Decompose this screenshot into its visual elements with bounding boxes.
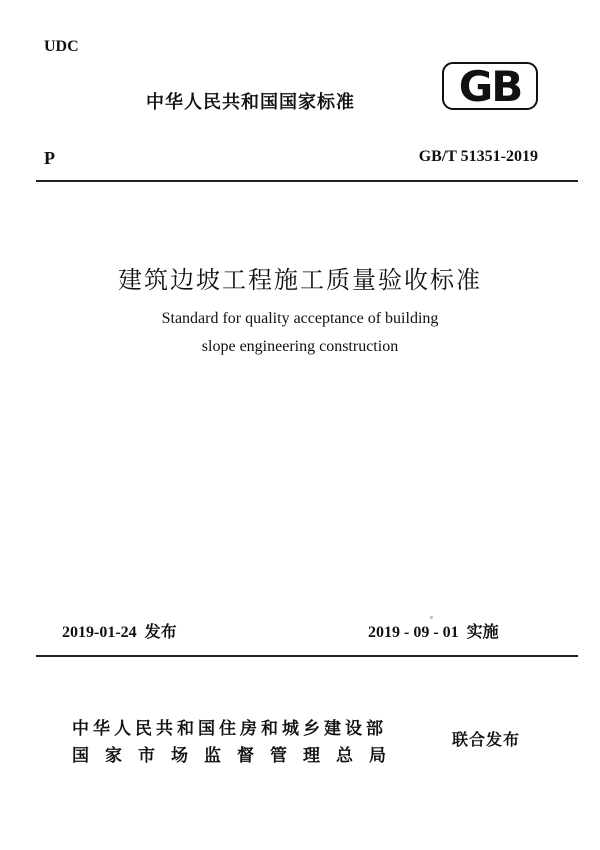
release-date-row: [62, 619, 177, 642]
implement-date: 2019 - 09 - 01: [368, 624, 459, 641]
gb-logo-graphic: [442, 62, 538, 110]
udc-label: UDC: [44, 38, 79, 55]
document-title-chinese: 建筑边坡工程施工质量验收标准: [118, 266, 482, 294]
release-date: 2019-01-24: [62, 624, 137, 641]
publisher-line2: 国家市场监督管理总局: [72, 746, 402, 766]
standard-number: GB/T 51351-2019: [418, 148, 538, 165]
implement-label: 实施: [466, 622, 499, 641]
top-divider: [36, 180, 578, 182]
classification-code: P: [44, 148, 55, 168]
document-title-english-line2: slope engineering construction: [201, 338, 399, 355]
publisher-line1: 中华人民共和国住房和城乡建设部: [72, 719, 387, 739]
gb-logo: [442, 62, 538, 110]
document-title-english-line1: Standard for quality acceptance of building: [161, 310, 439, 327]
gb-logo-text: GB: [458, 62, 522, 110]
issuer-title: 中华人民共和国国家标准: [146, 92, 355, 113]
implement-date-row: [368, 619, 499, 642]
bottom-divider: [36, 655, 578, 657]
joint-publish-label: 联合发布: [452, 730, 521, 749]
release-label: 发布: [144, 622, 177, 641]
